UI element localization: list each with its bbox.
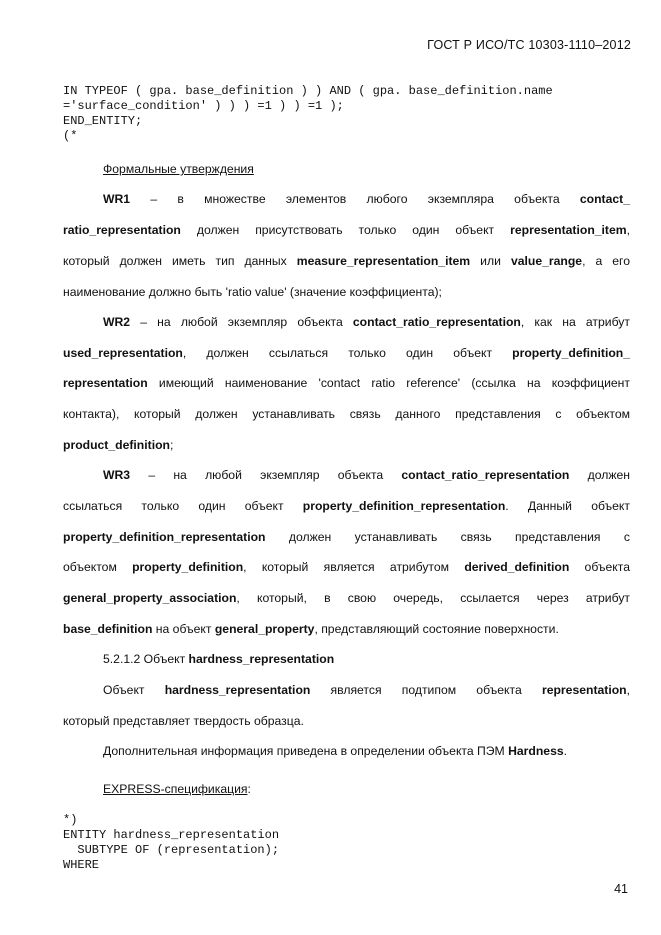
text-run: или bbox=[470, 254, 511, 268]
text-run: – в множестве элементов любого экземпляра объекта bbox=[130, 192, 580, 206]
rule-label: WR3 bbox=[103, 468, 131, 482]
entity-name: representation bbox=[541, 683, 627, 697]
entity-name: property_definition_representation bbox=[302, 499, 506, 513]
text-run: – на любой экземпляр объекта bbox=[130, 315, 353, 329]
page-header-standard: ГОСТ Р ИСО/ТС 10303-1110–2012 bbox=[427, 38, 631, 52]
entity-name: hardness_representation bbox=[164, 683, 311, 697]
entity-name: measure_representation_item bbox=[296, 254, 471, 268]
wr1-line-3 bbox=[63, 254, 630, 268]
rule-label: WR1 bbox=[103, 192, 131, 206]
text-run: объекта bbox=[569, 560, 630, 574]
code-line: *) bbox=[63, 813, 78, 827]
text-run: Дополнительная информация приведена в определении объекта ПЭМ bbox=[103, 744, 509, 758]
text-run: , который, в свою очередь, ссылается через атрибут bbox=[236, 591, 630, 605]
para1-line-2: который представляет твердость образца. bbox=[63, 714, 304, 728]
text-run: , который является атрибутом bbox=[243, 560, 465, 574]
text-run: , bbox=[626, 223, 630, 237]
wr3-line-2 bbox=[63, 499, 630, 513]
entity-name: general_property bbox=[214, 622, 315, 636]
wr1-line-4: наименование должно быть 'ratio value' (значение коэффициента); bbox=[63, 285, 442, 299]
entity-name: property_definition_ bbox=[512, 346, 630, 360]
wr2-line-4: контакта), который должен устанавливать связь данного представления с объектом bbox=[63, 407, 630, 421]
entity-name: derived_definition bbox=[464, 560, 570, 574]
entity-name: property_definition bbox=[132, 560, 244, 574]
entity-name: property_definition_representation bbox=[63, 530, 266, 544]
entity-name: product_definition bbox=[63, 438, 170, 452]
wr1-line-2 bbox=[63, 223, 630, 237]
text-run: имеющий наименование 'contact ratio reference' (ссылка на коэффициент bbox=[147, 376, 630, 390]
text-run: , представляющий состояние поверхности. bbox=[314, 622, 559, 636]
text-run: , а его bbox=[582, 254, 631, 268]
entity-name: used_representation bbox=[63, 346, 183, 360]
wr2-line-1 bbox=[103, 315, 630, 329]
wr3-line-5 bbox=[63, 591, 630, 605]
wr1-line-1 bbox=[103, 192, 630, 206]
text-run: должен bbox=[569, 468, 630, 482]
entity-name: Hardness bbox=[508, 744, 564, 758]
wr3-line-4 bbox=[63, 560, 630, 574]
text-run: . Данный объект bbox=[505, 499, 630, 513]
code-line: ='surface_condition' ) ) ) =1 ) ) =1 ); bbox=[63, 99, 344, 113]
text-run: : bbox=[247, 782, 251, 796]
entity-name: representation_item bbox=[510, 223, 627, 237]
entity-name: base_definition bbox=[63, 622, 153, 636]
text-run: – на любой экземпляр объекта bbox=[130, 468, 402, 482]
entity-name: contact_ratio_representation bbox=[401, 468, 570, 482]
text-run: является подтипом объекта bbox=[310, 683, 542, 697]
entity-name: contact_ bbox=[579, 192, 630, 206]
entity-name: hardness_representation bbox=[188, 652, 335, 666]
entity-name: contact_ratio_representation bbox=[352, 315, 521, 329]
express-code-block-top bbox=[63, 84, 553, 144]
text-run: , как на атрибут bbox=[520, 315, 630, 329]
express-spec-heading bbox=[103, 782, 251, 796]
text-run: ссылаться только один объект bbox=[63, 499, 303, 513]
text-run: должен устанавливать связь представления с bbox=[265, 530, 630, 544]
express-spec-link-text: EXPRESS-спецификация bbox=[103, 782, 248, 796]
page-number: 41 bbox=[614, 882, 628, 896]
wr3-line-1 bbox=[103, 468, 630, 482]
wr2-line-5 bbox=[63, 438, 173, 452]
wr2-line-2 bbox=[63, 346, 630, 360]
text-run: ; bbox=[169, 438, 174, 452]
code-line: SUBTYPE OF (representation); bbox=[63, 843, 280, 857]
text-run: Объект bbox=[103, 683, 165, 697]
text-run: объектом bbox=[63, 560, 133, 574]
wr3-line-6 bbox=[63, 622, 559, 636]
section-heading bbox=[103, 652, 334, 666]
entity-name: value_range bbox=[510, 254, 583, 268]
wr2-line-3 bbox=[63, 376, 630, 390]
code-line: ENTITY hardness_representation bbox=[63, 828, 280, 842]
rule-label: WR2 bbox=[103, 315, 131, 329]
code-line: END_ENTITY; bbox=[63, 114, 143, 128]
wr3-line-3 bbox=[63, 530, 630, 544]
entity-name: ratio_representation bbox=[63, 223, 181, 237]
entity-name: general_property_association bbox=[63, 591, 237, 605]
para1-line-1 bbox=[103, 683, 630, 697]
text-run: на объект bbox=[152, 622, 215, 636]
text-run: который должен иметь тип данных bbox=[63, 254, 297, 268]
text-run: должен присутствовать только один объект bbox=[180, 223, 511, 237]
section-number: 5.2.1.2 Объект bbox=[103, 652, 189, 666]
text-run: , bbox=[626, 683, 631, 697]
text-run: , должен ссылаться только один объект bbox=[182, 346, 513, 360]
text-run: . bbox=[563, 744, 568, 758]
code-line: WHERE bbox=[63, 858, 100, 872]
para2-line bbox=[103, 744, 567, 758]
code-line: (* bbox=[63, 129, 78, 143]
express-code-block-bottom bbox=[63, 813, 279, 873]
formal-statements-heading: Формальные утверждения bbox=[103, 162, 254, 176]
entity-name: representation bbox=[63, 376, 148, 390]
code-line: IN TYPEOF ( gpa. base_definition ) ) AND ( gpa. base_definition.name bbox=[63, 84, 553, 98]
